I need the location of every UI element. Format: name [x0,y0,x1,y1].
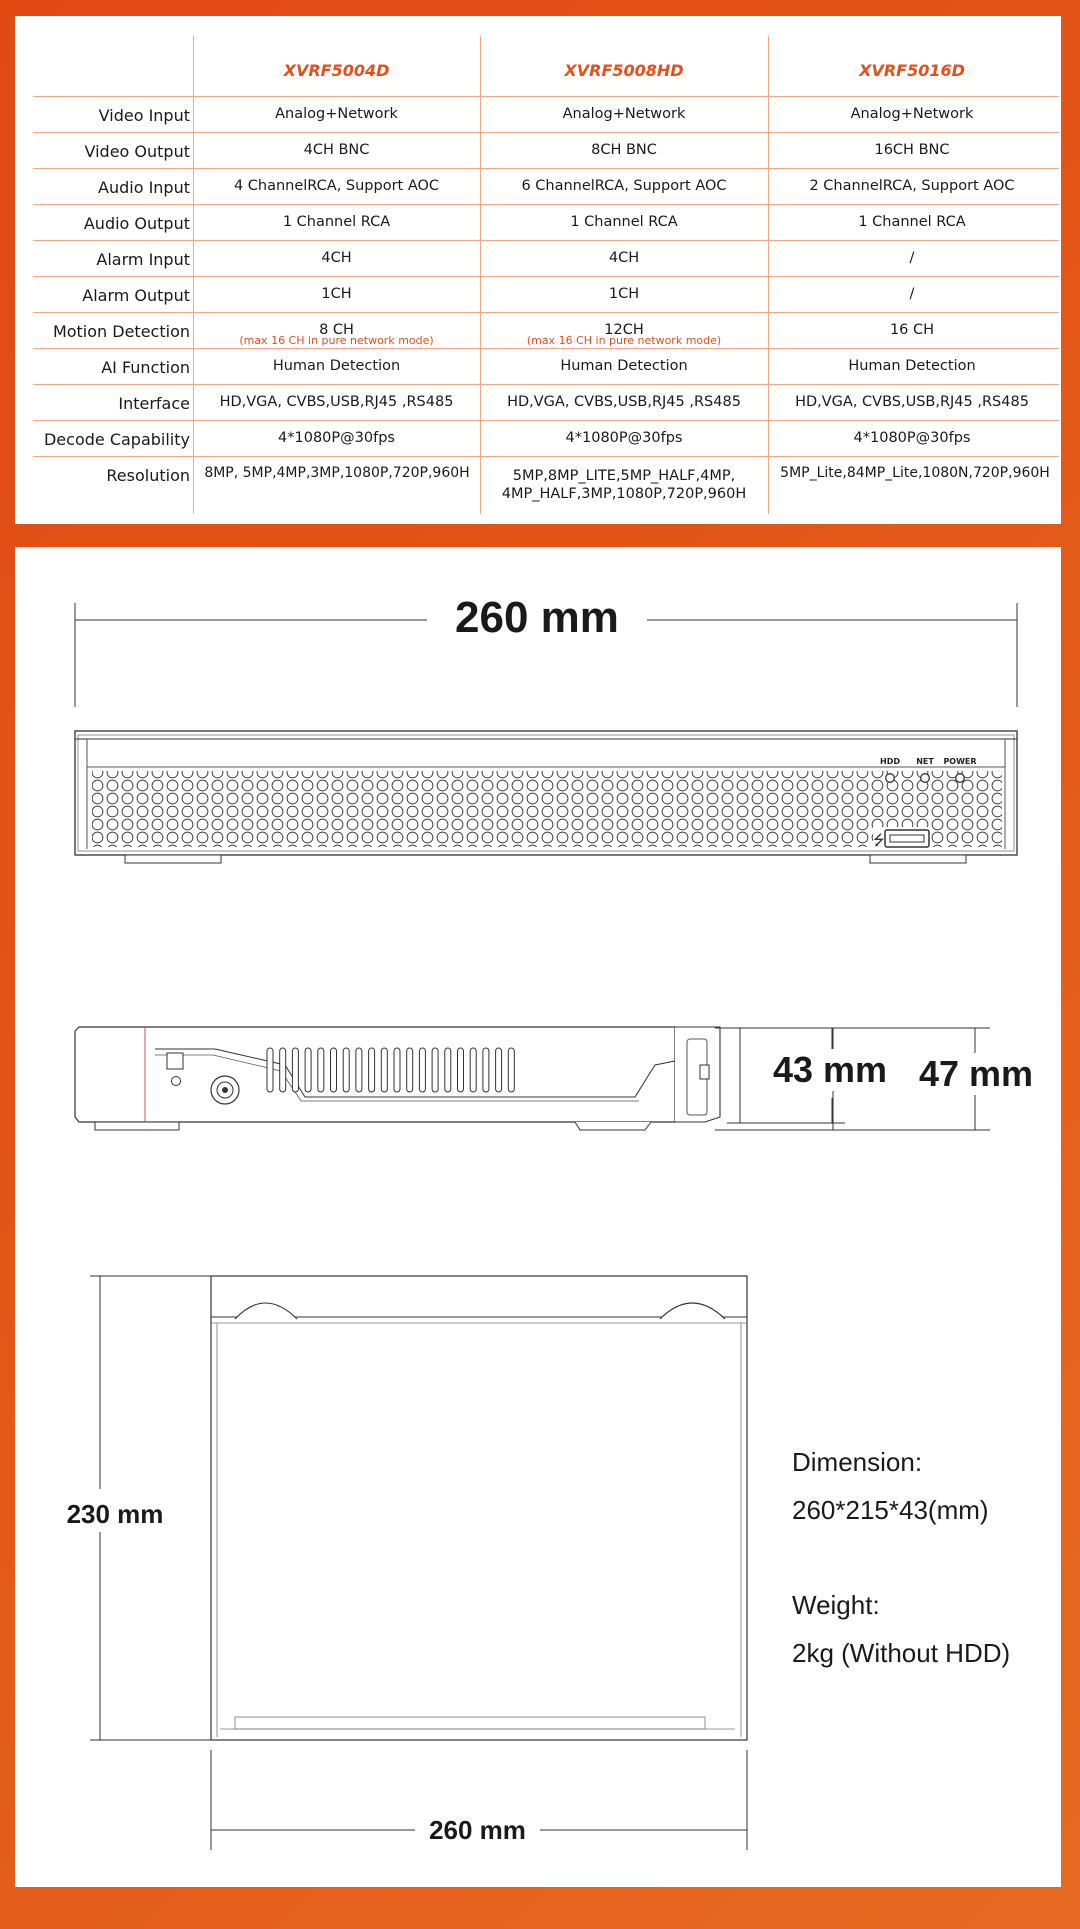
table-cell-note: (max 16 CH in pure network mode) [239,334,434,347]
vent-slot [407,1048,413,1092]
vent-slot [318,1048,324,1092]
table-cell: Analog+Network [562,106,686,122]
model-header: XVRF5004D [283,61,390,80]
dimension-value: 260*215*43(mm) [792,1495,989,1525]
table-cell: 5MP_Lite,84MP_Lite,1080N,720P,960H [780,465,1050,481]
row-divider [33,348,1059,349]
vent-slot [508,1048,514,1092]
vent-slot [356,1048,362,1092]
table-cell: / [909,250,915,266]
table-cell: HD,VGA, CVBS,USB,RJ45 ,RS485 [219,394,454,410]
dimension-panel [15,547,1061,1887]
row-divider [33,96,1059,97]
row-divider [33,168,1059,169]
hdd-led-icon [886,774,895,783]
table-cell: 1 Channel RCA [282,214,391,230]
usb-icon: ⭍ [873,833,885,849]
table-cell: Human Detection [848,358,976,374]
table-cell: HD,VGA, CVBS,USB,RJ45 ,RS485 [507,394,741,410]
vent-slot [280,1048,286,1092]
table-cell: 5MP,8MP_LITE,5MP_HALF,4MP, 4MP_HALF,3MP,1080P,720P,960H [501,468,747,502]
vent-slot [470,1048,476,1092]
row-divider [33,456,1059,457]
row-divider [33,132,1059,133]
table-cell: 16 CH [889,322,935,338]
depth-label: 230 mm [45,1499,185,1530]
model-header: XVRF5016D [859,61,965,80]
row-label: Audio Input [98,178,190,197]
table-cell: Analog+Network [275,106,398,122]
vent-slot [343,1048,349,1092]
table-cell: 4CH BNC [303,142,370,158]
row-label: Video Output [84,142,190,161]
power-led-icon [956,774,965,783]
table-cell: 4*1080P@30fps [278,430,395,446]
top-view-drawing [15,1267,1061,1867]
weight-value: 2kg (Without HDD) [792,1638,1011,1668]
vent-slot [292,1048,298,1092]
weight-heading: Weight: [792,1590,880,1620]
row-label: Audio Output [83,214,190,233]
row-divider [33,240,1059,241]
vent-slot [483,1048,489,1092]
front-width-label: 260 mm [455,593,619,642]
vent-slot [331,1048,337,1092]
vent-slot [496,1048,502,1092]
height-inner-label: 43 mm [755,1049,905,1091]
row-label: Alarm Input [96,250,190,269]
indicator-label: HDD [880,757,900,766]
row-divider [33,420,1059,421]
table-cell: Human Detection [560,358,688,374]
table-cell: 8 CH [319,322,354,338]
vent-slot [394,1048,400,1092]
vent-slot [445,1048,451,1092]
row-label: Alarm Output [82,286,190,305]
row-divider [33,276,1059,277]
vent-slot [267,1048,273,1092]
table-cell: 12CH [604,322,644,338]
net-led-icon [921,774,930,783]
table-cell: 4 ChannelRCA, Support AOC [233,178,440,194]
table-cell: 2 ChannelRCA, Support AOC [809,178,1015,194]
row-label: AI Function [101,358,190,377]
spec-table-panel [15,16,1061,524]
vent-slot [381,1048,387,1092]
top-width-label: 260 mm [429,1815,526,1845]
vent-slot [305,1048,311,1092]
table-cell: 4*1080P@30fps [565,430,683,446]
height-outer-label: 47 mm [901,1053,1051,1095]
row-label: Video Input [98,106,190,125]
table-cell: 8MP, 5MP,4MP,3MP,1080P,720P,960H [204,465,470,481]
vent-slot [419,1048,425,1092]
table-cell: 4CH [608,250,640,266]
row-divider [33,312,1059,313]
vent-slot [458,1048,464,1092]
row-label: Resolution [106,466,190,485]
model-header: XVRF5008HD [564,61,684,80]
table-cell: / [909,286,915,302]
vent-slot [432,1048,438,1092]
row-divider [33,384,1059,385]
indicator-label: NET [916,757,934,766]
front-view-drawing [15,727,1061,897]
row-label: Interface [118,394,190,413]
table-cell: 1 Channel RCA [858,214,966,230]
table-cell: 1 Channel RCA [570,214,678,230]
table-cell: Human Detection [272,358,401,374]
indicator-label: POWER [943,757,977,766]
table-cell: 1CH [321,286,352,302]
table-cell: Analog+Network [850,106,974,122]
dimension-heading: Dimension: [792,1447,923,1477]
table-cell: 1CH [608,286,640,302]
table-cell: 4*1080P@30fps [853,430,971,446]
row-label: Decode Capability [43,430,190,449]
table-cell-note: (max 16 CH in pure network mode) [526,334,722,347]
table-cell: 16CH BNC [874,142,950,158]
vent-slot [369,1048,375,1092]
row-divider [33,204,1059,205]
row-label: Motion Detection [52,322,190,341]
table-cell: 8CH BNC [591,142,657,158]
table-cell: 4CH [321,250,352,266]
table-cell: HD,VGA, CVBS,USB,RJ45 ,RS485 [795,394,1029,410]
table-cell: 6 ChannelRCA, Support AOC [521,178,727,194]
